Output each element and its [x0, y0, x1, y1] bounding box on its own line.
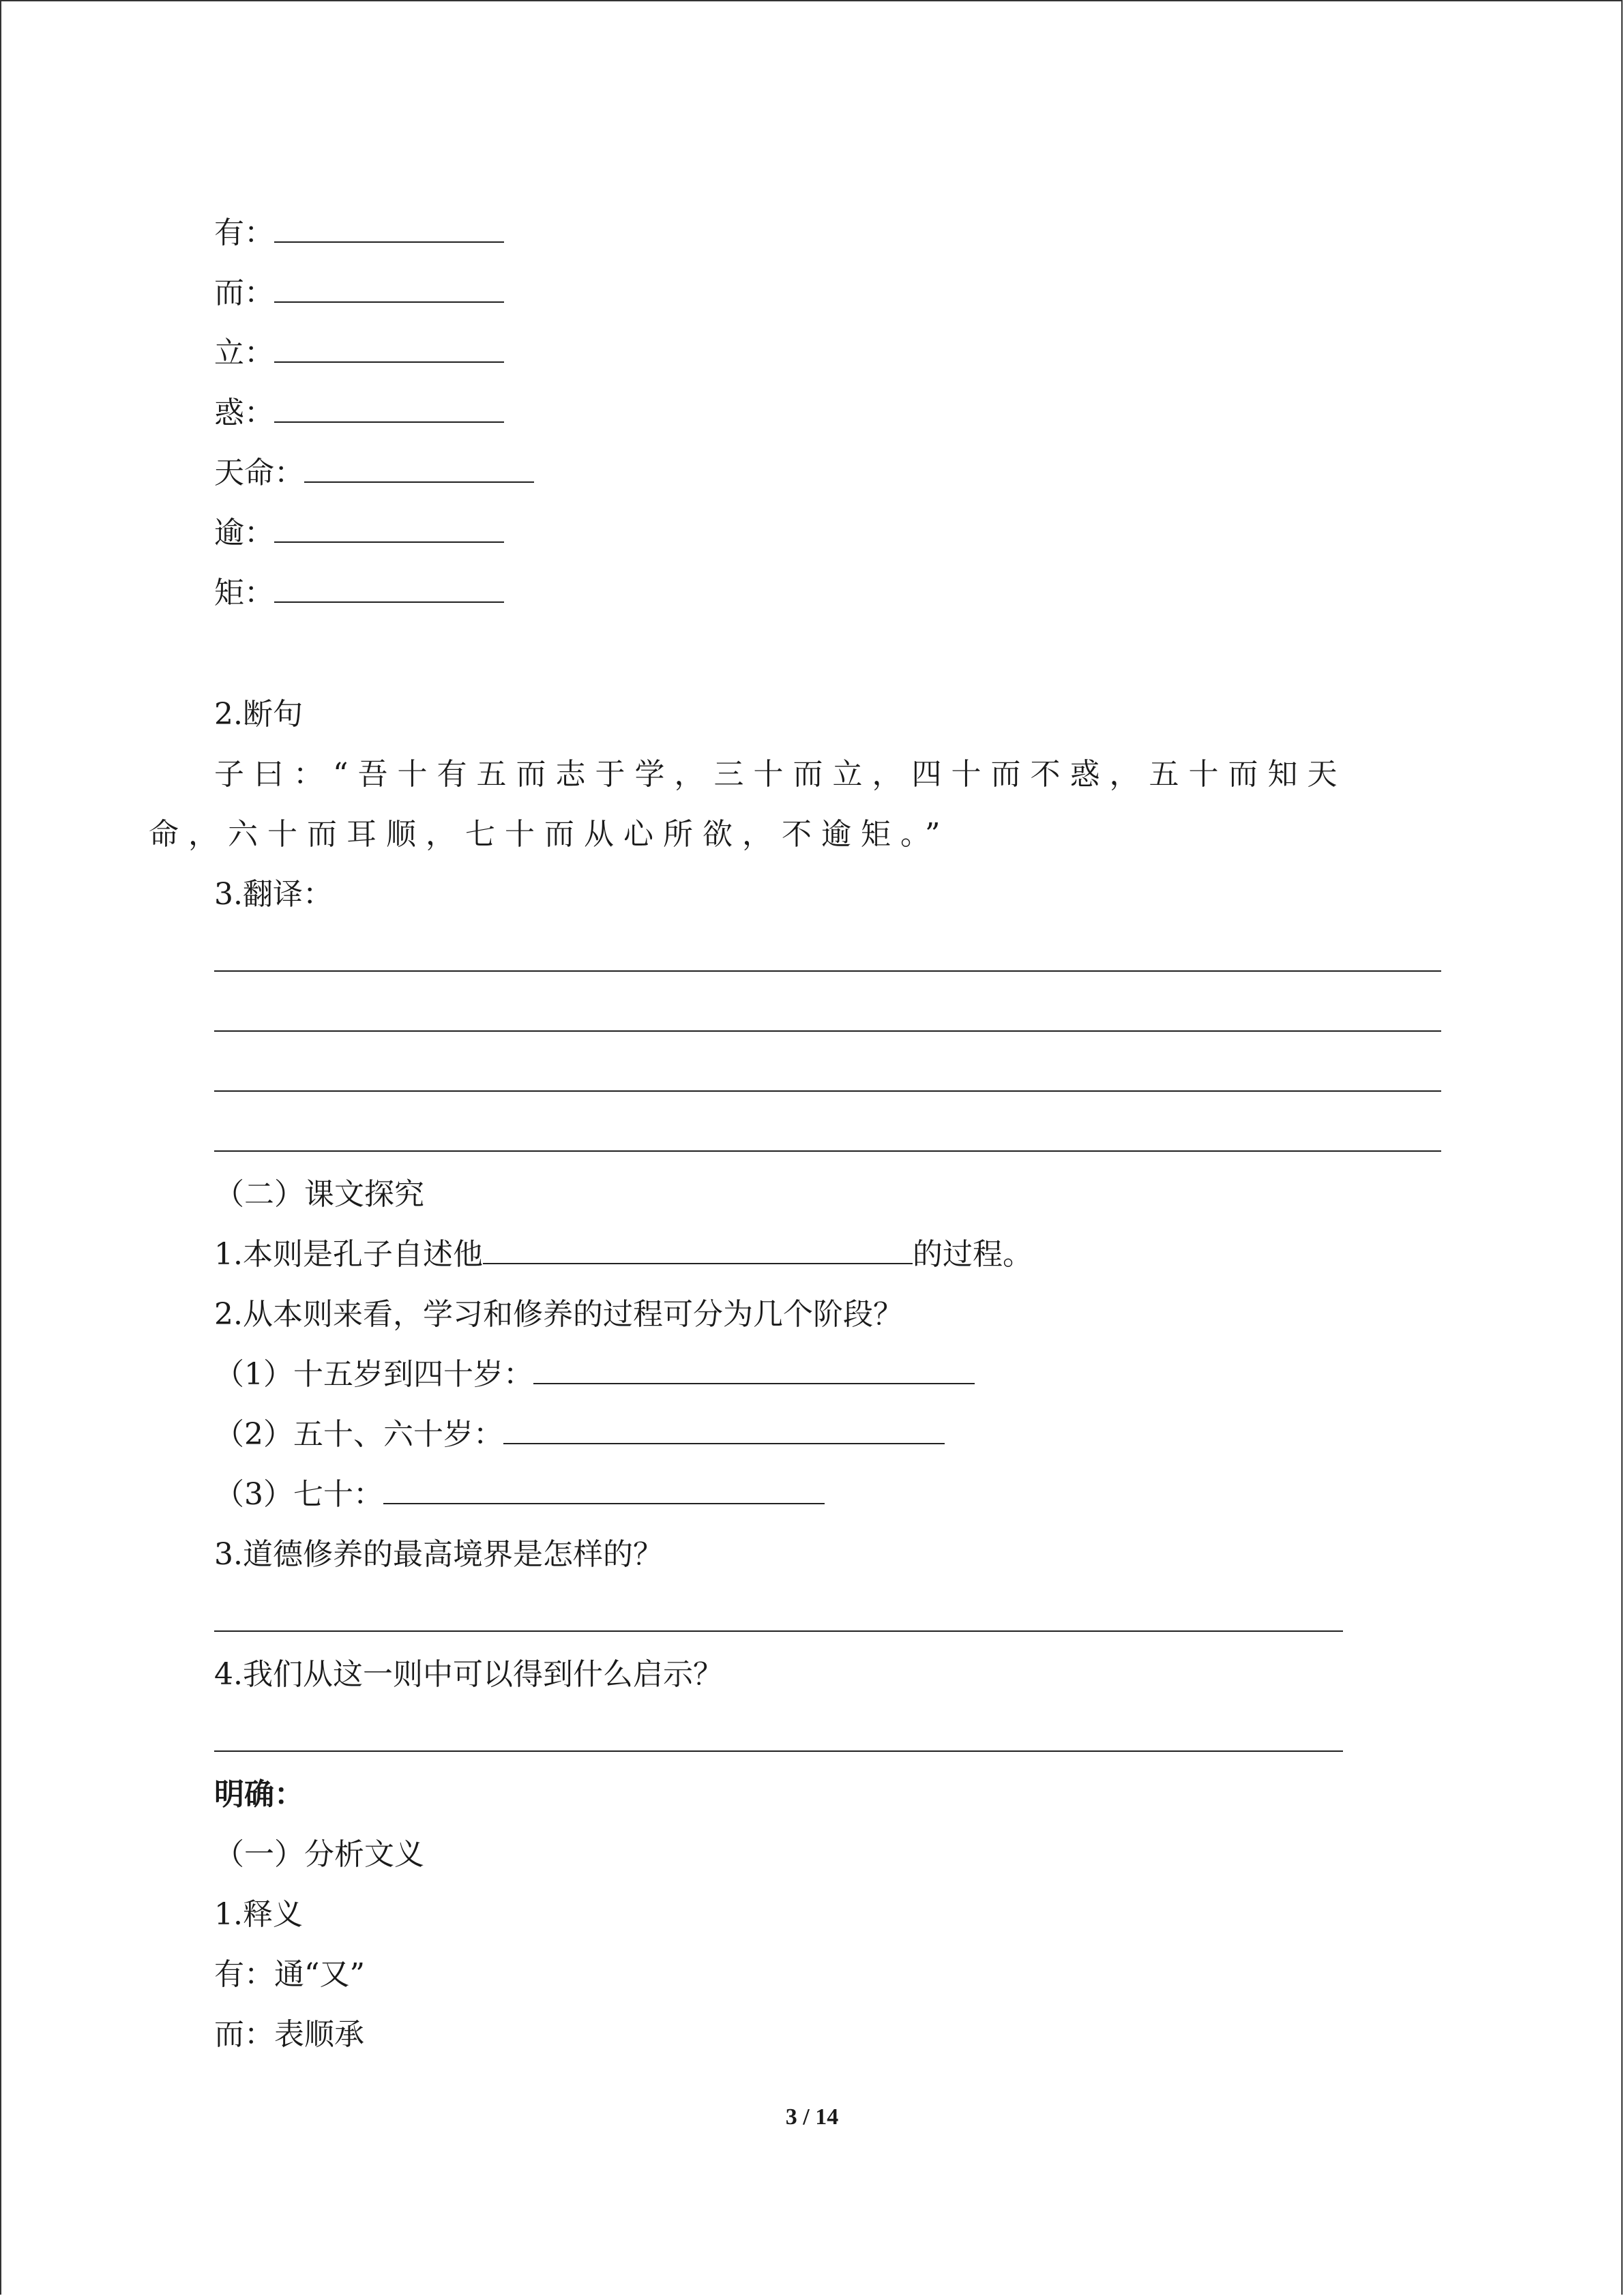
question-2-part-1: （1）十五岁到四十岁： [214, 1354, 975, 1395]
answers-subheading: 1.释义 [214, 1897, 303, 1932]
answers-section-title: （一）分析文义 [214, 1837, 424, 1872]
answer-blank[interactable] [274, 396, 504, 423]
translation-heading: 3.翻译： [214, 877, 333, 912]
question-3-answer-line[interactable] [214, 1630, 1343, 1632]
question-2-part-2: （2）五十、六十岁： [214, 1414, 945, 1455]
answer-item: 而：表顺承 [214, 2017, 364, 2052]
answer-blank[interactable] [503, 1417, 945, 1444]
page-number: 3 / 14 [785, 2104, 839, 2130]
vocab-line-tianming: 天命： [214, 453, 534, 494]
answer-blank[interactable] [274, 516, 504, 543]
vocab-line-you: 有： [214, 213, 504, 254]
answer-item: 有：通“又” [214, 1957, 365, 1992]
vocab-line-yu: 逾： [214, 513, 504, 554]
question-2: 2.从本则来看，学习和修养的过程可分为几个阶段？ [214, 1297, 903, 1332]
answer-blank[interactable] [533, 1357, 975, 1384]
answer-blank[interactable] [304, 456, 534, 483]
answer-blank[interactable] [383, 1477, 825, 1504]
answer-blank[interactable] [274, 336, 504, 363]
translation-answer-line[interactable] [214, 1030, 1441, 1032]
answer-blank[interactable] [274, 275, 504, 303]
translation-answer-line[interactable] [214, 1150, 1441, 1152]
classical-text-line-1: 子曰：“吾十有五而志于学，三十而立，四十而不惑，五十而知天 [214, 757, 1347, 792]
translation-answer-line[interactable] [214, 1090, 1441, 1092]
inquiry-heading: （二）课文探究 [214, 1177, 424, 1212]
question-1: 1.本则是孔子自述他 的过程。 [214, 1237, 1033, 1272]
answer-blank[interactable] [274, 576, 504, 603]
answers-heading: 明确： [214, 1777, 304, 1812]
punctuation-heading: 2.断句 [214, 697, 303, 732]
question-4: 4.我们从这一则中可以得到什么启示？ [214, 1657, 723, 1692]
question-3: 3.道德修养的最高境界是怎样的？ [214, 1537, 663, 1572]
translation-answer-line[interactable] [214, 970, 1441, 972]
vocab-line-er: 而： [214, 273, 504, 314]
question-2-part-3: （3）七十： [214, 1474, 825, 1515]
classical-text-line-2: 命，六十而耳顺，七十而从心所欲，不逾矩。” [149, 817, 950, 852]
answer-blank[interactable] [274, 215, 504, 243]
question-4-answer-line[interactable] [214, 1750, 1343, 1752]
vocab-line-huo: 惑： [214, 393, 504, 434]
answer-blank[interactable] [483, 1237, 913, 1264]
vocab-line-ju: 矩： [214, 573, 504, 614]
vocab-line-li: 立： [214, 333, 504, 374]
